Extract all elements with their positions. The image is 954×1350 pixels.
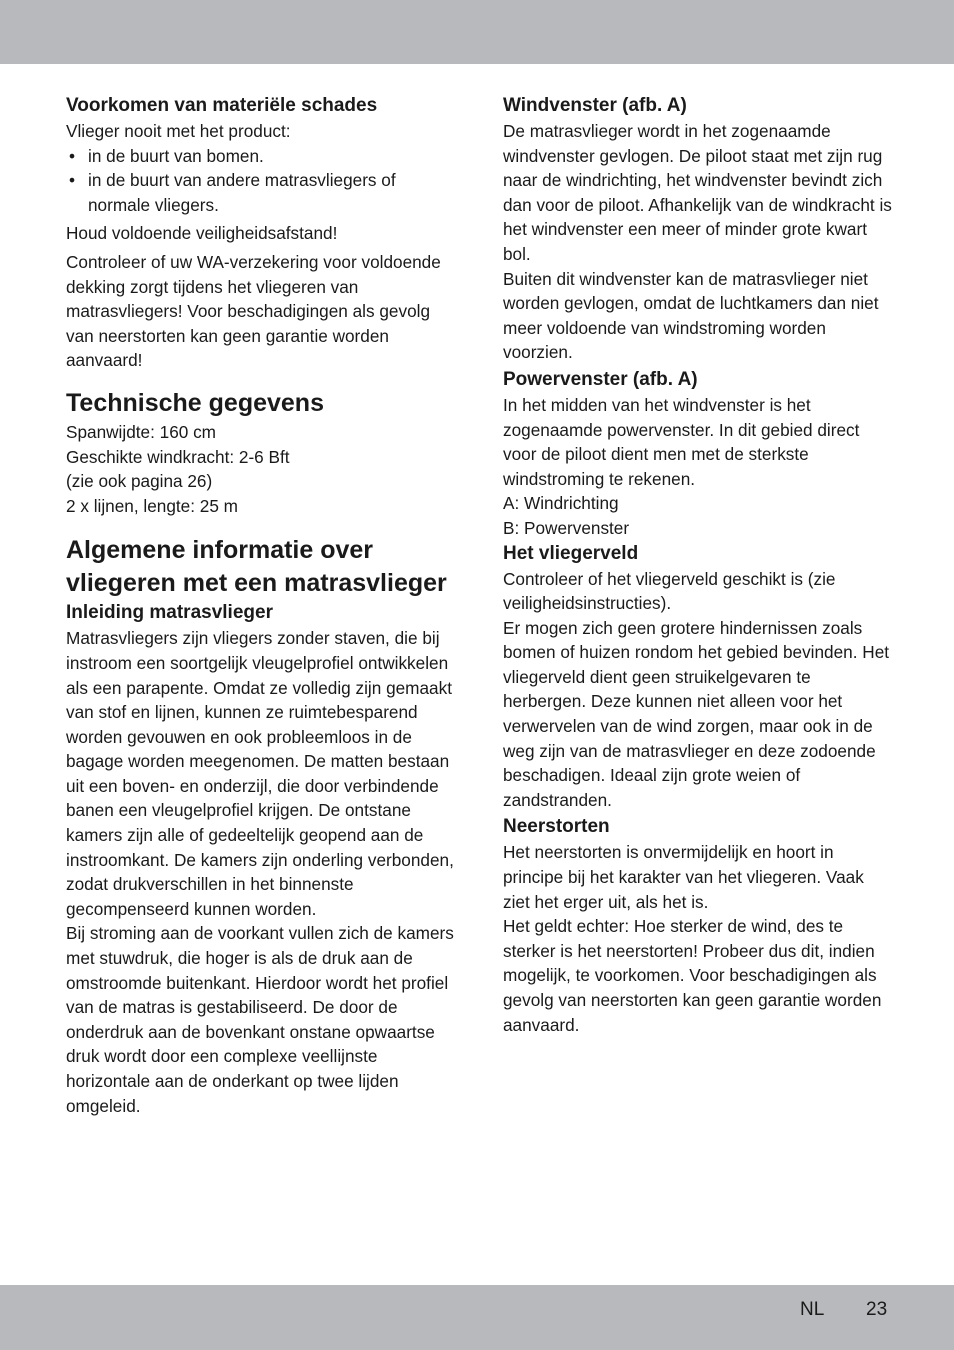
- heading-kite-field: Het vliegerveld: [503, 542, 639, 564]
- legend-b: B: Powervenster: [503, 517, 630, 538]
- heading-general-info: Algemene informatie over vliegeren met een matrasvlieger: [66, 536, 447, 598]
- paragraph: Bij stroming aan de voorkant vullen zich de kamers met stuwdruk, die hoger is als de druk aan de omstroomde buitenkant. Hierdoor wordt het profiel van de matras is gestabiliseerd. De door de onderdruk aan de bovenkant onstane opwaartse druk wordt door een complexe veellijnste horizontale aan de onderkant op twee lijden omgeleid.: [66, 923, 454, 1116]
- bullet-list: [66, 144, 458, 218]
- bullet-item: • in de buurt van andere matrasvliegers of normale vliegers.: [66, 168, 458, 217]
- spec-line: Geschikte windkracht: 2-6 Bft: [66, 446, 290, 467]
- spec-line: (zie ook pagina 26): [66, 471, 213, 492]
- paragraph: Houd voldoende veiligheidsafstand!: [66, 223, 338, 244]
- heading-power-window: Powervenster (afb. A): [503, 368, 698, 390]
- spec-line: 2 x lijnen, lengte: 25 m: [66, 495, 238, 516]
- paragraph: Matrasvliegers zijn vliegers zonder staven, die bij instroom een soortgelijk vleugelprofiel ontwikkelen als een parapente. Omdat ze volledig zijn gemaakt van stof en lijnen, kunnen ze ruimtebesparend worden gevouwen en ook probleemloos in de bagage worden meegenomen. De matten bestaan uit een boven- en onderzijl, die door verbindende banen een vleugelprofiel krijgen. De ontstane kamers zijn alle of gedeeltelijk geopend aan de instroomkant. De kamers zijn onderling verbonden, zodat drukverschillen in het binnenste gecompenseerd kunnen worden.: [66, 628, 454, 919]
- paragraph: Het neerstorten is onvermijdelijk en hoort in principe bij het karakter van het vliegeren. Vaak ziet het erger uit, als het is.: [503, 842, 864, 912]
- heading-crashing: Neerstorten: [503, 816, 610, 838]
- paragraph: Controleer of het vliegerveld geschikt is (zie veiligheidsinstructies).: [503, 568, 836, 614]
- heading-technical-data: Technische gegevens: [66, 388, 324, 417]
- subheading-introduction: Inleiding matrasvlieger: [66, 602, 273, 624]
- legend-a: A: Windrichting: [503, 493, 619, 514]
- heading-wind-window: Windvenster (afb. A): [503, 95, 687, 116]
- spec-line: Spanwijdte: 160 cm: [66, 421, 216, 442]
- bullet-item: • in de buurt van bomen.: [66, 144, 458, 169]
- paragraph: Er mogen zich geen grotere hindernissen zoals bomen of huizen rondom het gebied bevinden. Het vliegerveld dient geen struikelgevaren te herbergen. Deze kunnen niet alleen voor het verwervelen van de wind zorgen, maar ook in de weg zijn van de matrasvlieger en deze zodoende beschadigen. Ideaal zijn grote weien of zandstranden.: [503, 617, 890, 810]
- right-column: [503, 93, 893, 1037]
- page-number: 23: [866, 1299, 888, 1320]
- paragraph: Het geldt echter: Hoe sterker de wind, des te sterker is het neerstorten! Probeer dus dit, indien mogelijk, te voorkomen. Voor beschadigingen als gevolg van neerstorten kan geen garantie worden aanvaard.: [503, 916, 882, 1035]
- paragraph: Buiten dit windvenster kan de matrasvlieger niet worden gevlogen, omdat de luchtkamers dan niet meer voldoende van windstroming worden voorzien.: [503, 268, 879, 363]
- header-bar: [0, 0, 954, 64]
- left-column: [66, 93, 458, 1118]
- intro-text: Vlieger nooit met het product:: [66, 121, 291, 141]
- paragraph: De matrasvlieger wordt in het zogenaamde windvenster gevlogen. De piloot staat met zijn rug naar de windrichting, het windvenster bevindt zich dan voor de piloot. Afhankelijk van de windkracht is het windvenster een meer of minder grote kwart bol.: [503, 121, 892, 264]
- paragraph: Controleer of uw WA-verzekering voor voldoende dekking zorgt tijdens het vliegeren van matrasvliegers! Voor beschadigingen als gevolg van neerstorten kan geen garantie worden aanvaard!: [66, 251, 441, 371]
- language-label: NL: [800, 1299, 825, 1320]
- paragraph: In het midden van het windvenster is het zogenaamde powervenster. In dit gebied direct voor de piloot dient men met de sterkste windstroming te rekenen.: [503, 394, 860, 489]
- heading-material-damage: Voorkomen van materiële schades: [66, 95, 378, 116]
